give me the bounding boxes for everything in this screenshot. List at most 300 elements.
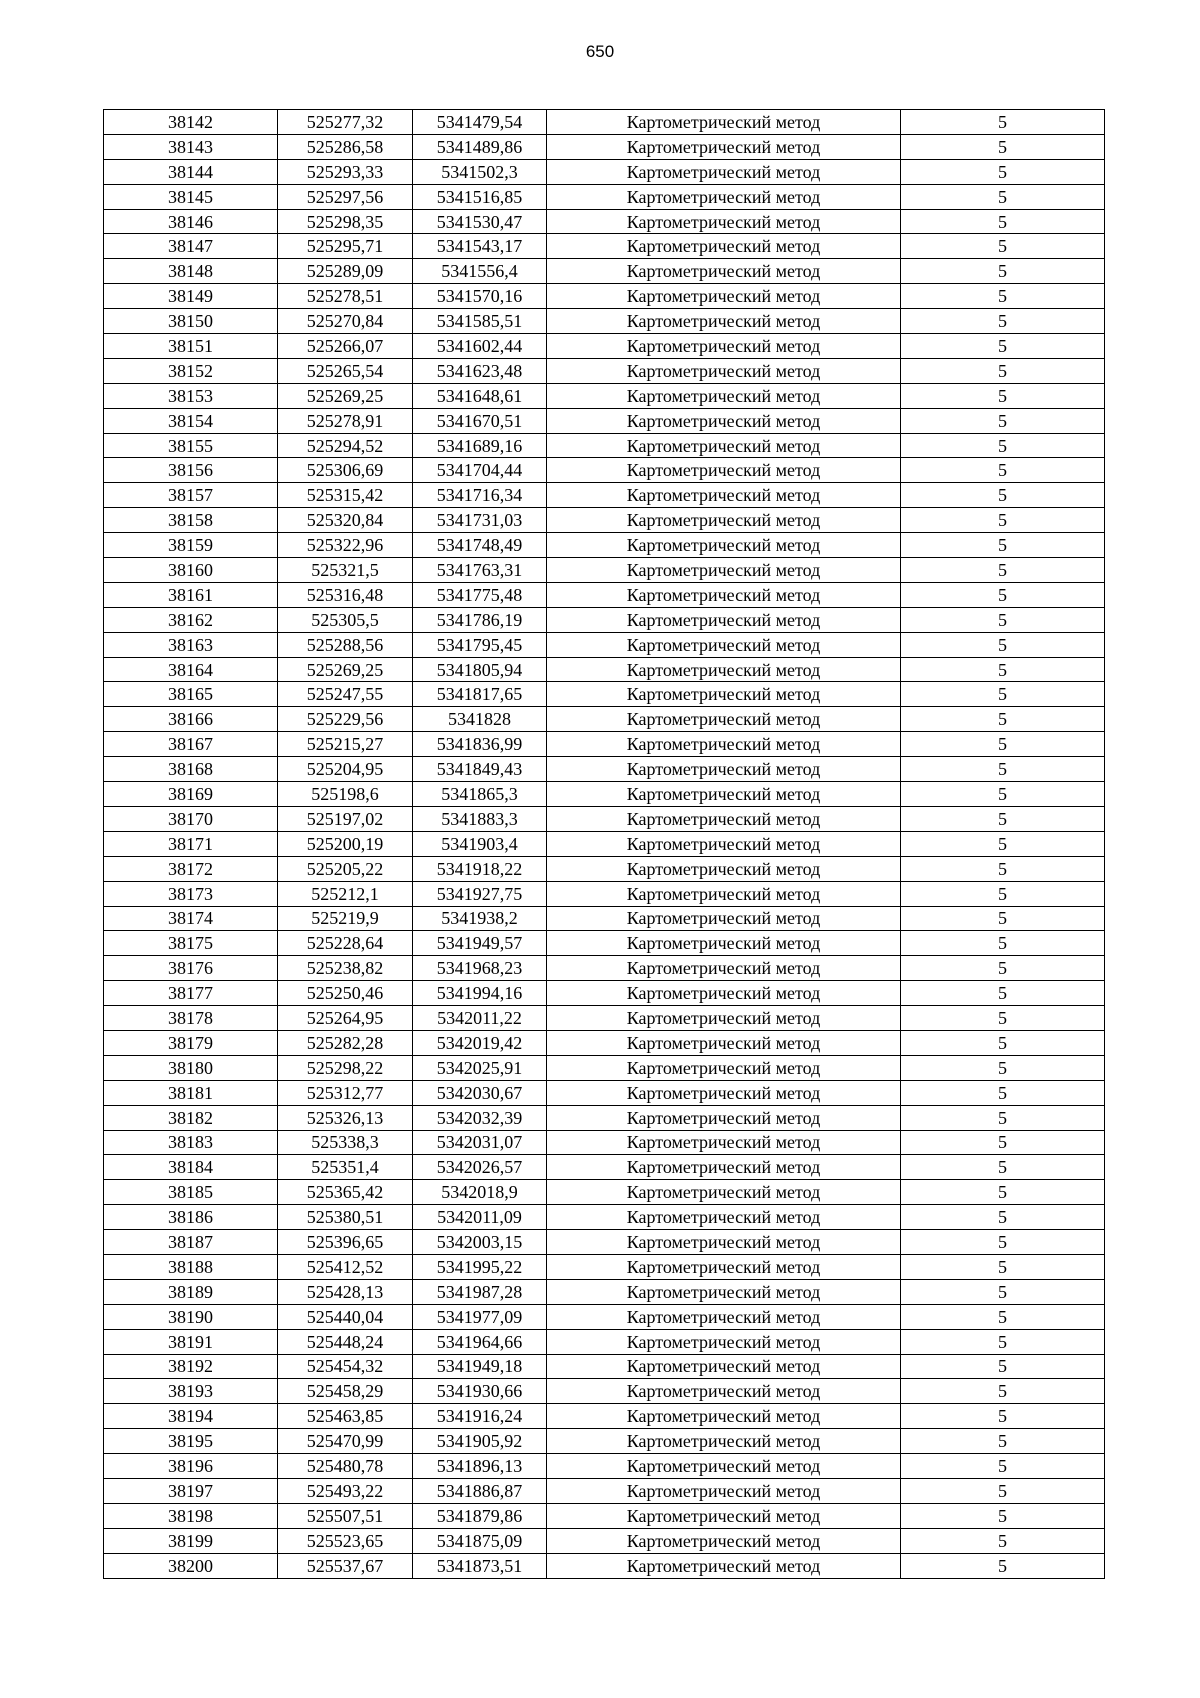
accuracy-cell: 5 bbox=[901, 1055, 1105, 1080]
accuracy-cell: 5 bbox=[901, 931, 1105, 956]
table-row bbox=[104, 433, 1105, 458]
accuracy-cell: 5 bbox=[901, 533, 1105, 558]
table-row bbox=[104, 906, 1105, 931]
y-coordinate-cell: 5341896,13 bbox=[413, 1454, 547, 1479]
table-row bbox=[104, 533, 1105, 558]
method-cell: Картометрический метод bbox=[547, 1528, 901, 1553]
y-coordinate-cell: 5341795,45 bbox=[413, 632, 547, 657]
x-coordinate-cell: 525480,78 bbox=[278, 1454, 413, 1479]
point-number-cell: 38164 bbox=[104, 657, 278, 682]
table-row bbox=[104, 309, 1105, 334]
accuracy-cell: 5 bbox=[901, 582, 1105, 607]
method-cell: Картометрический метод bbox=[547, 1553, 901, 1578]
x-coordinate-cell: 525298,22 bbox=[278, 1055, 413, 1080]
point-number-cell: 38148 bbox=[104, 259, 278, 284]
method-cell: Картометрический метод bbox=[547, 1155, 901, 1180]
accuracy-cell: 5 bbox=[901, 1130, 1105, 1155]
accuracy-cell: 5 bbox=[901, 707, 1105, 732]
accuracy-cell: 5 bbox=[901, 732, 1105, 757]
accuracy-cell: 5 bbox=[901, 558, 1105, 583]
table-row bbox=[104, 334, 1105, 359]
table-row bbox=[104, 483, 1105, 508]
accuracy-cell: 5 bbox=[901, 134, 1105, 159]
point-number-cell: 38193 bbox=[104, 1379, 278, 1404]
method-cell: Картометрический метод bbox=[547, 134, 901, 159]
method-cell: Картометрический метод bbox=[547, 956, 901, 981]
y-coordinate-cell: 5341873,51 bbox=[413, 1553, 547, 1578]
x-coordinate-cell: 525523,65 bbox=[278, 1528, 413, 1553]
y-coordinate-cell: 5342026,57 bbox=[413, 1155, 547, 1180]
point-number-cell: 38178 bbox=[104, 1006, 278, 1031]
accuracy-cell: 5 bbox=[901, 806, 1105, 831]
accuracy-cell: 5 bbox=[901, 1205, 1105, 1230]
page-number: 650 bbox=[585, 42, 615, 61]
table-row bbox=[104, 1329, 1105, 1354]
point-number-cell: 38151 bbox=[104, 334, 278, 359]
y-coordinate-cell: 5341570,16 bbox=[413, 284, 547, 309]
x-coordinate-cell: 525197,02 bbox=[278, 806, 413, 831]
accuracy-cell: 5 bbox=[901, 856, 1105, 881]
point-number-cell: 38192 bbox=[104, 1354, 278, 1379]
method-cell: Картометрический метод bbox=[547, 1105, 901, 1130]
y-coordinate-cell: 5341602,44 bbox=[413, 334, 547, 359]
table-row bbox=[104, 682, 1105, 707]
x-coordinate-cell: 525294,52 bbox=[278, 433, 413, 458]
table-row bbox=[104, 632, 1105, 657]
y-coordinate-cell: 5341836,99 bbox=[413, 732, 547, 757]
table-row bbox=[104, 1055, 1105, 1080]
point-number-cell: 38176 bbox=[104, 956, 278, 981]
x-coordinate-cell: 525215,27 bbox=[278, 732, 413, 757]
method-cell: Картометрический метод bbox=[547, 1055, 901, 1080]
method-cell: Картометрический метод bbox=[547, 110, 901, 135]
point-number-cell: 38195 bbox=[104, 1429, 278, 1454]
method-cell: Картометрический метод bbox=[547, 433, 901, 458]
y-coordinate-cell: 5341716,34 bbox=[413, 483, 547, 508]
y-coordinate-cell: 5341704,44 bbox=[413, 458, 547, 483]
method-cell: Картометрический метод bbox=[547, 483, 901, 508]
method-cell: Картометрический метод bbox=[547, 831, 901, 856]
y-coordinate-cell: 5341865,3 bbox=[413, 782, 547, 807]
table-row bbox=[104, 1354, 1105, 1379]
table-row bbox=[104, 159, 1105, 184]
table-row bbox=[104, 1404, 1105, 1429]
accuracy-cell: 5 bbox=[901, 782, 1105, 807]
coordinates-table bbox=[103, 109, 1105, 1579]
point-number-cell: 38161 bbox=[104, 582, 278, 607]
y-coordinate-cell: 5341987,28 bbox=[413, 1279, 547, 1304]
accuracy-cell: 5 bbox=[901, 209, 1105, 234]
x-coordinate-cell: 525493,22 bbox=[278, 1478, 413, 1503]
y-coordinate-cell: 5341748,49 bbox=[413, 533, 547, 558]
method-cell: Картометрический метод bbox=[547, 707, 901, 732]
x-coordinate-cell: 525250,46 bbox=[278, 981, 413, 1006]
y-coordinate-cell: 5341949,57 bbox=[413, 931, 547, 956]
y-coordinate-cell: 5341689,16 bbox=[413, 433, 547, 458]
x-coordinate-cell: 525315,42 bbox=[278, 483, 413, 508]
point-number-cell: 38185 bbox=[104, 1180, 278, 1205]
accuracy-cell: 5 bbox=[901, 1354, 1105, 1379]
method-cell: Картометрический метод bbox=[547, 981, 901, 1006]
point-number-cell: 38159 bbox=[104, 533, 278, 558]
accuracy-cell: 5 bbox=[901, 1478, 1105, 1503]
method-cell: Картометрический метод bbox=[547, 458, 901, 483]
y-coordinate-cell: 5341670,51 bbox=[413, 408, 547, 433]
table-row bbox=[104, 881, 1105, 906]
x-coordinate-cell: 525365,42 bbox=[278, 1180, 413, 1205]
y-coordinate-cell: 5341623,48 bbox=[413, 358, 547, 383]
method-cell: Картометрический метод bbox=[547, 1503, 901, 1528]
method-cell: Картометрический метод bbox=[547, 682, 901, 707]
x-coordinate-cell: 525412,52 bbox=[278, 1254, 413, 1279]
table-row bbox=[104, 259, 1105, 284]
point-number-cell: 38144 bbox=[104, 159, 278, 184]
y-coordinate-cell: 5341875,09 bbox=[413, 1528, 547, 1553]
table-row bbox=[104, 1503, 1105, 1528]
method-cell: Картометрический метод bbox=[547, 1254, 901, 1279]
method-cell: Картометрический метод bbox=[547, 931, 901, 956]
x-coordinate-cell: 525282,28 bbox=[278, 1030, 413, 1055]
table-row bbox=[104, 1454, 1105, 1479]
y-coordinate-cell: 5341502,3 bbox=[413, 159, 547, 184]
x-coordinate-cell: 525537,67 bbox=[278, 1553, 413, 1578]
table-row bbox=[104, 1205, 1105, 1230]
x-coordinate-cell: 525266,07 bbox=[278, 334, 413, 359]
x-coordinate-cell: 525205,22 bbox=[278, 856, 413, 881]
table-row bbox=[104, 1230, 1105, 1255]
y-coordinate-cell: 5341930,66 bbox=[413, 1379, 547, 1404]
table-row bbox=[104, 806, 1105, 831]
point-number-cell: 38190 bbox=[104, 1304, 278, 1329]
point-number-cell: 38158 bbox=[104, 508, 278, 533]
x-coordinate-cell: 525316,48 bbox=[278, 582, 413, 607]
x-coordinate-cell: 525322,96 bbox=[278, 533, 413, 558]
x-coordinate-cell: 525321,5 bbox=[278, 558, 413, 583]
point-number-cell: 38149 bbox=[104, 284, 278, 309]
x-coordinate-cell: 525264,95 bbox=[278, 1006, 413, 1031]
accuracy-cell: 5 bbox=[901, 508, 1105, 533]
x-coordinate-cell: 525270,84 bbox=[278, 309, 413, 334]
method-cell: Картометрический метод bbox=[547, 1379, 901, 1404]
y-coordinate-cell: 5342019,42 bbox=[413, 1030, 547, 1055]
y-coordinate-cell: 5342011,09 bbox=[413, 1205, 547, 1230]
y-coordinate-cell: 5341886,87 bbox=[413, 1478, 547, 1503]
method-cell: Картометрический метод bbox=[547, 1304, 901, 1329]
accuracy-cell: 5 bbox=[901, 607, 1105, 632]
x-coordinate-cell: 525380,51 bbox=[278, 1205, 413, 1230]
y-coordinate-cell: 5341731,03 bbox=[413, 508, 547, 533]
table-row bbox=[104, 1429, 1105, 1454]
method-cell: Картометрический метод bbox=[547, 906, 901, 931]
y-coordinate-cell: 5341805,94 bbox=[413, 657, 547, 682]
x-coordinate-cell: 525454,32 bbox=[278, 1354, 413, 1379]
y-coordinate-cell: 5341977,09 bbox=[413, 1304, 547, 1329]
accuracy-cell: 5 bbox=[901, 757, 1105, 782]
x-coordinate-cell: 525293,33 bbox=[278, 159, 413, 184]
point-number-cell: 38147 bbox=[104, 234, 278, 259]
point-number-cell: 38199 bbox=[104, 1528, 278, 1553]
point-number-cell: 38173 bbox=[104, 881, 278, 906]
accuracy-cell: 5 bbox=[901, 1329, 1105, 1354]
point-number-cell: 38155 bbox=[104, 433, 278, 458]
table-row bbox=[104, 582, 1105, 607]
y-coordinate-cell: 5341949,18 bbox=[413, 1354, 547, 1379]
table-row bbox=[104, 1553, 1105, 1578]
x-coordinate-cell: 525295,71 bbox=[278, 234, 413, 259]
method-cell: Картометрический метод bbox=[547, 234, 901, 259]
y-coordinate-cell: 5341903,4 bbox=[413, 831, 547, 856]
x-coordinate-cell: 525458,29 bbox=[278, 1379, 413, 1404]
method-cell: Картометрический метод bbox=[547, 284, 901, 309]
accuracy-cell: 5 bbox=[901, 831, 1105, 856]
accuracy-cell: 5 bbox=[901, 159, 1105, 184]
x-coordinate-cell: 525470,99 bbox=[278, 1429, 413, 1454]
y-coordinate-cell: 5341516,85 bbox=[413, 184, 547, 209]
method-cell: Картометрический метод bbox=[547, 1404, 901, 1429]
y-coordinate-cell: 5341786,19 bbox=[413, 607, 547, 632]
y-coordinate-cell: 5341530,47 bbox=[413, 209, 547, 234]
y-coordinate-cell: 5341775,48 bbox=[413, 582, 547, 607]
table-row bbox=[104, 981, 1105, 1006]
accuracy-cell: 5 bbox=[901, 458, 1105, 483]
table-row bbox=[104, 757, 1105, 782]
y-coordinate-cell: 5341479,54 bbox=[413, 110, 547, 135]
table-row bbox=[104, 284, 1105, 309]
point-number-cell: 38186 bbox=[104, 1205, 278, 1230]
accuracy-cell: 5 bbox=[901, 657, 1105, 682]
method-cell: Картометрический метод bbox=[547, 1030, 901, 1055]
point-number-cell: 38170 bbox=[104, 806, 278, 831]
point-number-cell: 38157 bbox=[104, 483, 278, 508]
point-number-cell: 38146 bbox=[104, 209, 278, 234]
table-row bbox=[104, 931, 1105, 956]
point-number-cell: 38156 bbox=[104, 458, 278, 483]
point-number-cell: 38154 bbox=[104, 408, 278, 433]
table-row bbox=[104, 383, 1105, 408]
table-row bbox=[104, 1379, 1105, 1404]
table-row bbox=[104, 856, 1105, 881]
y-coordinate-cell: 5341879,86 bbox=[413, 1503, 547, 1528]
point-number-cell: 38183 bbox=[104, 1130, 278, 1155]
x-coordinate-cell: 525278,91 bbox=[278, 408, 413, 433]
table-row bbox=[104, 209, 1105, 234]
x-coordinate-cell: 525440,04 bbox=[278, 1304, 413, 1329]
y-coordinate-cell: 5341995,22 bbox=[413, 1254, 547, 1279]
table-row bbox=[104, 1279, 1105, 1304]
table-row bbox=[104, 184, 1105, 209]
point-number-cell: 38152 bbox=[104, 358, 278, 383]
accuracy-cell: 5 bbox=[901, 234, 1105, 259]
accuracy-cell: 5 bbox=[901, 956, 1105, 981]
x-coordinate-cell: 525269,25 bbox=[278, 383, 413, 408]
x-coordinate-cell: 525228,64 bbox=[278, 931, 413, 956]
method-cell: Картометрический метод bbox=[547, 782, 901, 807]
x-coordinate-cell: 525247,55 bbox=[278, 682, 413, 707]
x-coordinate-cell: 525265,54 bbox=[278, 358, 413, 383]
accuracy-cell: 5 bbox=[901, 682, 1105, 707]
accuracy-cell: 5 bbox=[901, 110, 1105, 135]
table-row bbox=[104, 110, 1105, 135]
x-coordinate-cell: 525212,1 bbox=[278, 881, 413, 906]
point-number-cell: 38188 bbox=[104, 1254, 278, 1279]
table-row bbox=[104, 1304, 1105, 1329]
x-coordinate-cell: 525298,35 bbox=[278, 209, 413, 234]
table-row bbox=[104, 1254, 1105, 1279]
method-cell: Картометрический метод bbox=[547, 209, 901, 234]
accuracy-cell: 5 bbox=[901, 184, 1105, 209]
table-row bbox=[104, 1180, 1105, 1205]
y-coordinate-cell: 5342030,67 bbox=[413, 1080, 547, 1105]
table-row bbox=[104, 831, 1105, 856]
accuracy-cell: 5 bbox=[901, 1080, 1105, 1105]
table-row bbox=[104, 1528, 1105, 1553]
method-cell: Картометрический метод bbox=[547, 732, 901, 757]
method-cell: Картометрический метод bbox=[547, 1006, 901, 1031]
method-cell: Картометрический метод bbox=[547, 657, 901, 682]
method-cell: Картометрический метод bbox=[547, 558, 901, 583]
table-row bbox=[104, 358, 1105, 383]
table-row bbox=[104, 134, 1105, 159]
accuracy-cell: 5 bbox=[901, 1553, 1105, 1578]
table-row bbox=[104, 782, 1105, 807]
accuracy-cell: 5 bbox=[901, 906, 1105, 931]
accuracy-cell: 5 bbox=[901, 1180, 1105, 1205]
table-row bbox=[104, 607, 1105, 632]
point-number-cell: 38142 bbox=[104, 110, 278, 135]
method-cell: Картометрический метод bbox=[547, 408, 901, 433]
point-number-cell: 38172 bbox=[104, 856, 278, 881]
accuracy-cell: 5 bbox=[901, 1304, 1105, 1329]
accuracy-cell: 5 bbox=[901, 632, 1105, 657]
point-number-cell: 38163 bbox=[104, 632, 278, 657]
y-coordinate-cell: 5341905,92 bbox=[413, 1429, 547, 1454]
point-number-cell: 38189 bbox=[104, 1279, 278, 1304]
accuracy-cell: 5 bbox=[901, 1254, 1105, 1279]
table-row bbox=[104, 657, 1105, 682]
accuracy-cell: 5 bbox=[901, 1429, 1105, 1454]
point-number-cell: 38200 bbox=[104, 1553, 278, 1578]
table-row bbox=[104, 234, 1105, 259]
table-row bbox=[104, 558, 1105, 583]
point-number-cell: 38160 bbox=[104, 558, 278, 583]
method-cell: Картометрический метод bbox=[547, 309, 901, 334]
x-coordinate-cell: 525238,82 bbox=[278, 956, 413, 981]
table-row bbox=[104, 408, 1105, 433]
table-row bbox=[104, 732, 1105, 757]
x-coordinate-cell: 525396,65 bbox=[278, 1230, 413, 1255]
coordinates-table-body bbox=[104, 110, 1105, 1579]
accuracy-cell: 5 bbox=[901, 483, 1105, 508]
table-row bbox=[104, 707, 1105, 732]
point-number-cell: 38180 bbox=[104, 1055, 278, 1080]
point-number-cell: 38166 bbox=[104, 707, 278, 732]
table-row bbox=[104, 508, 1105, 533]
table-row bbox=[104, 1006, 1105, 1031]
y-coordinate-cell: 5341763,31 bbox=[413, 558, 547, 583]
accuracy-cell: 5 bbox=[901, 1279, 1105, 1304]
y-coordinate-cell: 5342031,07 bbox=[413, 1130, 547, 1155]
y-coordinate-cell: 5342003,15 bbox=[413, 1230, 547, 1255]
y-coordinate-cell: 5341556,4 bbox=[413, 259, 547, 284]
y-coordinate-cell: 5341918,22 bbox=[413, 856, 547, 881]
accuracy-cell: 5 bbox=[901, 1454, 1105, 1479]
method-cell: Картометрический метод bbox=[547, 358, 901, 383]
y-coordinate-cell: 5341938,2 bbox=[413, 906, 547, 931]
point-number-cell: 38191 bbox=[104, 1329, 278, 1354]
point-number-cell: 38182 bbox=[104, 1105, 278, 1130]
y-coordinate-cell: 5341916,24 bbox=[413, 1404, 547, 1429]
method-cell: Картометрический метод bbox=[547, 508, 901, 533]
point-number-cell: 38184 bbox=[104, 1155, 278, 1180]
method-cell: Картометрический метод bbox=[547, 856, 901, 881]
y-coordinate-cell: 5342011,22 bbox=[413, 1006, 547, 1031]
method-cell: Картометрический метод bbox=[547, 582, 901, 607]
point-number-cell: 38145 bbox=[104, 184, 278, 209]
table-row bbox=[104, 458, 1105, 483]
x-coordinate-cell: 525204,95 bbox=[278, 757, 413, 782]
x-coordinate-cell: 525320,84 bbox=[278, 508, 413, 533]
y-coordinate-cell: 5341585,51 bbox=[413, 309, 547, 334]
y-coordinate-cell: 5341817,65 bbox=[413, 682, 547, 707]
point-number-cell: 38181 bbox=[104, 1080, 278, 1105]
y-coordinate-cell: 5341968,23 bbox=[413, 956, 547, 981]
method-cell: Картометрический метод bbox=[547, 1279, 901, 1304]
x-coordinate-cell: 525428,13 bbox=[278, 1279, 413, 1304]
method-cell: Картометрический метод bbox=[547, 184, 901, 209]
accuracy-cell: 5 bbox=[901, 1006, 1105, 1031]
method-cell: Картометрический метод bbox=[547, 1180, 901, 1205]
accuracy-cell: 5 bbox=[901, 1379, 1105, 1404]
y-coordinate-cell: 5342025,91 bbox=[413, 1055, 547, 1080]
x-coordinate-cell: 525277,32 bbox=[278, 110, 413, 135]
method-cell: Картометрический метод bbox=[547, 757, 901, 782]
method-cell: Картометрический метод bbox=[547, 1205, 901, 1230]
method-cell: Картометрический метод bbox=[547, 607, 901, 632]
y-coordinate-cell: 5342032,39 bbox=[413, 1105, 547, 1130]
y-coordinate-cell: 5341489,86 bbox=[413, 134, 547, 159]
point-number-cell: 38165 bbox=[104, 682, 278, 707]
table-row bbox=[104, 1105, 1105, 1130]
table-row bbox=[104, 1130, 1105, 1155]
method-cell: Картометрический метод bbox=[547, 383, 901, 408]
y-coordinate-cell: 5341828 bbox=[413, 707, 547, 732]
method-cell: Картометрический метод bbox=[547, 1454, 901, 1479]
point-number-cell: 38168 bbox=[104, 757, 278, 782]
point-number-cell: 38150 bbox=[104, 309, 278, 334]
x-coordinate-cell: 525507,51 bbox=[278, 1503, 413, 1528]
table-row bbox=[104, 1080, 1105, 1105]
x-coordinate-cell: 525326,13 bbox=[278, 1105, 413, 1130]
point-number-cell: 38194 bbox=[104, 1404, 278, 1429]
accuracy-cell: 5 bbox=[901, 383, 1105, 408]
accuracy-cell: 5 bbox=[901, 981, 1105, 1006]
y-coordinate-cell: 5341994,16 bbox=[413, 981, 547, 1006]
x-coordinate-cell: 525289,09 bbox=[278, 259, 413, 284]
method-cell: Картометрический метод bbox=[547, 1354, 901, 1379]
accuracy-cell: 5 bbox=[901, 433, 1105, 458]
point-number-cell: 38162 bbox=[104, 607, 278, 632]
method-cell: Картометрический метод bbox=[547, 632, 901, 657]
accuracy-cell: 5 bbox=[901, 259, 1105, 284]
method-cell: Картометрический метод bbox=[547, 806, 901, 831]
point-number-cell: 38143 bbox=[104, 134, 278, 159]
x-coordinate-cell: 525463,85 bbox=[278, 1404, 413, 1429]
method-cell: Картометрический метод bbox=[547, 334, 901, 359]
method-cell: Картометрический метод bbox=[547, 1130, 901, 1155]
accuracy-cell: 5 bbox=[901, 1230, 1105, 1255]
method-cell: Картометрический метод bbox=[547, 1429, 901, 1454]
point-number-cell: 38197 bbox=[104, 1478, 278, 1503]
